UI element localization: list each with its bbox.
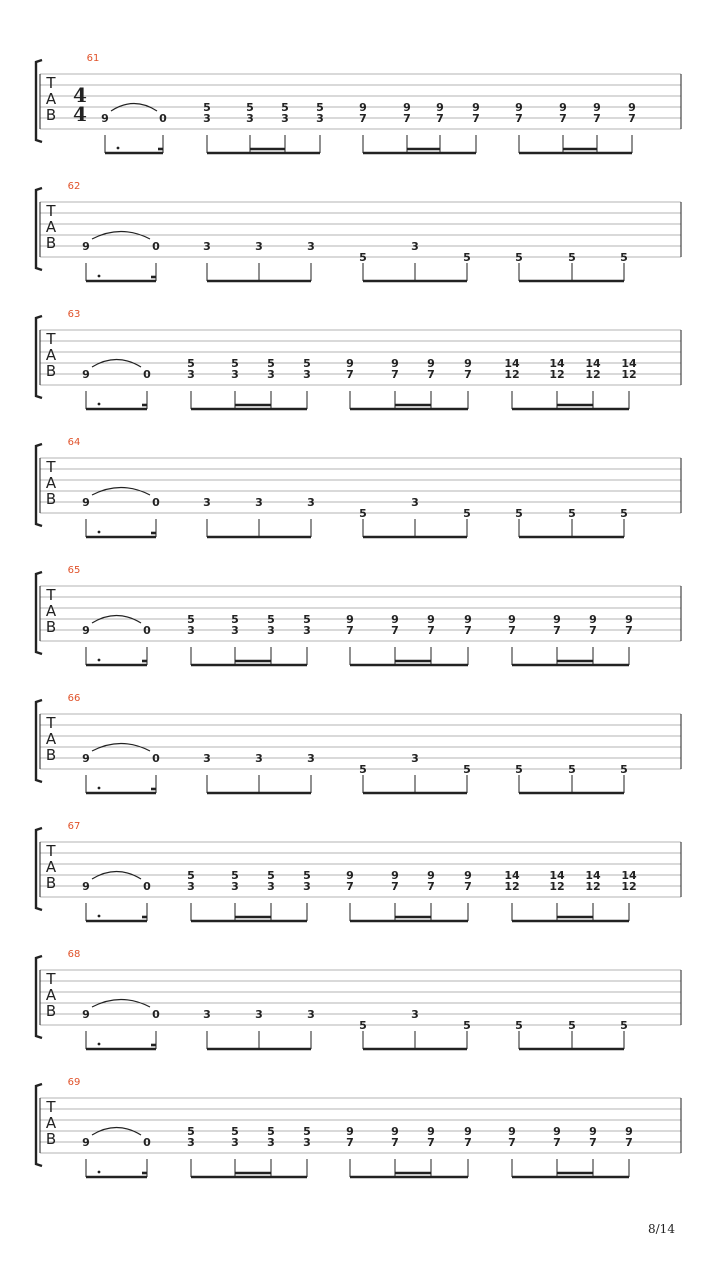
fret-number: 5 (267, 357, 275, 370)
tab-clef-letter-a: A (45, 602, 57, 620)
fret-number: 5 (515, 1019, 523, 1032)
measure-number: 64 (67, 437, 81, 448)
fret-number: 5 (463, 507, 471, 520)
fret-number: 0 (152, 752, 160, 765)
fret-number: 9 (508, 613, 516, 626)
measure-number: 62 (67, 181, 81, 192)
fret-number: 5 (187, 869, 195, 882)
fret-number: 12 (621, 368, 637, 381)
rhythm-dot (98, 403, 101, 406)
fret-number: 5 (463, 251, 471, 264)
fret-number: 12 (504, 880, 520, 893)
system-bracket (36, 828, 42, 910)
fret-number: 5 (303, 869, 311, 882)
fret-number: 5 (620, 507, 628, 520)
fret-number: 3 (187, 1136, 195, 1149)
system-bracket (36, 188, 42, 270)
fret-number: 7 (472, 112, 480, 125)
rhythm-dot (98, 1043, 101, 1046)
fret-number: 3 (307, 240, 315, 253)
rhythm-dot (98, 275, 101, 278)
fret-number: 5 (568, 763, 576, 776)
fret-number: 7 (464, 1136, 472, 1149)
fret-number: 3 (267, 368, 275, 381)
fret-number: 0 (143, 880, 151, 893)
system-bracket (36, 444, 42, 526)
fret-number: 5 (463, 763, 471, 776)
measure-number: 66 (67, 693, 81, 704)
fret-number: 5 (267, 869, 275, 882)
fret-number: 5 (568, 507, 576, 520)
tab-clef-letter-b: B (45, 234, 57, 252)
fret-number: 14 (549, 357, 565, 370)
fret-number: 5 (231, 357, 239, 370)
fret-number: 9 (593, 101, 601, 114)
fret-number: 9 (427, 869, 435, 882)
fret-number: 5 (359, 1019, 367, 1032)
time-signature-bottom: 4 (73, 102, 87, 126)
fret-number: 9 (508, 1125, 516, 1138)
fret-number: 9 (82, 624, 90, 637)
fret-number: 5 (281, 101, 289, 114)
fret-number: 9 (559, 101, 567, 114)
tab-system (36, 437, 681, 537)
fret-number: 9 (346, 613, 354, 626)
fret-number: 5 (303, 613, 311, 626)
fret-number: 0 (152, 496, 160, 509)
fret-number: 3 (203, 240, 211, 253)
measure-number: 61 (86, 53, 100, 64)
fret-number: 9 (625, 613, 633, 626)
fret-number: 9 (589, 613, 597, 626)
time-signature-top: 4 (73, 83, 87, 107)
fret-number: 0 (143, 1136, 151, 1149)
system-bracket (36, 700, 42, 782)
fret-number: 5 (187, 613, 195, 626)
fret-number: 9 (427, 1125, 435, 1138)
fret-number: 7 (593, 112, 601, 125)
fret-number: 9 (464, 613, 472, 626)
fret-number: 14 (549, 869, 565, 882)
tab-clef-letter-a: A (45, 730, 57, 748)
fret-number: 7 (427, 368, 435, 381)
fret-number: 12 (504, 368, 520, 381)
tab-system (36, 1077, 681, 1177)
fret-number: 5 (303, 1125, 311, 1138)
fret-number: 14 (504, 869, 520, 882)
fret-number: 9 (346, 1125, 354, 1138)
fret-number: 3 (411, 1008, 419, 1021)
fret-number: 5 (187, 1125, 195, 1138)
fret-number: 9 (82, 880, 90, 893)
fret-number: 7 (515, 112, 523, 125)
tab-system (36, 53, 681, 153)
fret-number: 9 (403, 101, 411, 114)
fret-number: 3 (187, 624, 195, 637)
tab-system (36, 565, 681, 665)
fret-number: 9 (391, 357, 399, 370)
fret-number: 3 (411, 496, 419, 509)
fret-number: 9 (472, 101, 480, 114)
tab-clef-letter-t: T (46, 1098, 56, 1116)
fret-number: 5 (515, 763, 523, 776)
fret-number: 7 (589, 624, 597, 637)
tab-clef-letter-a: A (45, 1114, 57, 1132)
fret-number: 3 (255, 1008, 263, 1021)
fret-number: 9 (628, 101, 636, 114)
fret-number: 12 (585, 368, 601, 381)
fret-number: 9 (589, 1125, 597, 1138)
fret-number: 3 (281, 112, 289, 125)
fret-number: 7 (464, 880, 472, 893)
fret-number: 5 (568, 1019, 576, 1032)
fret-number: 9 (346, 869, 354, 882)
fret-number: 5 (231, 613, 239, 626)
tab-clef-letter-a: A (45, 986, 57, 1004)
tab-clef-letter-b: B (45, 746, 57, 764)
fret-number: 9 (391, 1125, 399, 1138)
fret-number: 9 (82, 240, 90, 253)
tab-system (36, 181, 681, 281)
fret-number: 14 (585, 357, 601, 370)
fret-number: 9 (436, 101, 444, 114)
fret-number: 7 (391, 368, 399, 381)
fret-number: 14 (585, 869, 601, 882)
fret-number: 7 (391, 1136, 399, 1149)
fret-number: 5 (203, 101, 211, 114)
fret-number: 3 (231, 368, 239, 381)
fret-number: 7 (427, 880, 435, 893)
fret-number: 3 (267, 624, 275, 637)
tab-clef-letter-b: B (45, 874, 57, 892)
tab-clef-letter-t: T (46, 74, 56, 92)
measure-number: 65 (67, 565, 81, 576)
fret-number: 9 (515, 101, 523, 114)
rhythm-dot (98, 531, 101, 534)
fret-number: 3 (203, 752, 211, 765)
fret-number: 3 (316, 112, 324, 125)
tab-clef-letter-t: T (46, 458, 56, 476)
fret-number: 12 (549, 368, 565, 381)
tab-clef-letter-a: A (45, 90, 57, 108)
fret-number: 3 (411, 240, 419, 253)
fret-number: 3 (246, 112, 254, 125)
fret-number: 7 (625, 624, 633, 637)
fret-number: 9 (82, 496, 90, 509)
fret-number: 9 (82, 752, 90, 765)
fret-number: 7 (589, 1136, 597, 1149)
fret-number: 7 (625, 1136, 633, 1149)
fret-number: 5 (515, 507, 523, 520)
fret-number: 3 (303, 624, 311, 637)
fret-number: 5 (515, 251, 523, 264)
tab-clef-letter-b: B (45, 1130, 57, 1148)
fret-number: 7 (346, 880, 354, 893)
tab-clef-letter-a: A (45, 858, 57, 876)
page-number: 8/14 (648, 1222, 675, 1236)
fret-number: 7 (464, 624, 472, 637)
fret-number: 3 (231, 624, 239, 637)
fret-number: 5 (267, 1125, 275, 1138)
fret-number: 7 (391, 880, 399, 893)
tab-clef-letter-t: T (46, 586, 56, 604)
fret-number: 7 (427, 1136, 435, 1149)
fret-number: 7 (436, 112, 444, 125)
tab-clef-letter-t: T (46, 202, 56, 220)
fret-number: 14 (621, 357, 637, 370)
fret-number: 5 (231, 869, 239, 882)
tab-clef-letter-a: A (45, 218, 57, 236)
tab-clef-letter-t: T (46, 330, 56, 348)
fret-number: 9 (427, 613, 435, 626)
measure-number: 68 (67, 949, 81, 960)
fret-number: 5 (359, 251, 367, 264)
fret-number: 5 (463, 1019, 471, 1032)
fret-number: 3 (303, 368, 311, 381)
fret-number: 5 (267, 613, 275, 626)
fret-number: 5 (568, 251, 576, 264)
rhythm-dot (117, 147, 120, 150)
fret-number: 3 (187, 368, 195, 381)
tab-system (36, 693, 681, 793)
fret-number: 3 (307, 752, 315, 765)
system-bracket (36, 1084, 42, 1166)
fret-number: 5 (620, 251, 628, 264)
fret-number: 3 (203, 496, 211, 509)
tab-clef-letter-t: T (46, 970, 56, 988)
fret-number: 0 (152, 240, 160, 253)
rhythm-dot (98, 1171, 101, 1174)
fret-number: 9 (464, 357, 472, 370)
fret-number: 5 (620, 763, 628, 776)
fret-number: 12 (585, 880, 601, 893)
fret-number: 9 (427, 357, 435, 370)
fret-number: 3 (231, 880, 239, 893)
fret-number: 7 (346, 624, 354, 637)
system-bracket (36, 572, 42, 654)
fret-number: 5 (359, 763, 367, 776)
fret-number: 14 (621, 869, 637, 882)
fret-number: 3 (411, 752, 419, 765)
fret-number: 0 (159, 112, 167, 125)
fret-number: 9 (82, 1008, 90, 1021)
fret-number: 0 (143, 624, 151, 637)
fret-number: 9 (625, 1125, 633, 1138)
system-bracket (36, 60, 42, 142)
fret-number: 12 (549, 880, 565, 893)
system-bracket (36, 956, 42, 1038)
fret-number: 7 (346, 1136, 354, 1149)
fret-number: 9 (346, 357, 354, 370)
fret-number: 3 (255, 496, 263, 509)
fret-number: 3 (203, 112, 211, 125)
fret-number: 5 (359, 507, 367, 520)
fret-number: 7 (508, 624, 516, 637)
tab-clef-letter-b: B (45, 106, 57, 124)
tab-clef-letter-b: B (45, 362, 57, 380)
fret-number: 3 (267, 1136, 275, 1149)
fret-number: 3 (307, 1008, 315, 1021)
measure-number: 69 (67, 1077, 81, 1088)
tab-clef-letter-a: A (45, 346, 57, 364)
fret-number: 9 (82, 368, 90, 381)
fret-number: 9 (101, 112, 109, 125)
fret-number: 9 (464, 869, 472, 882)
tab-system (36, 309, 681, 409)
measure-number: 67 (67, 821, 81, 832)
fret-number: 7 (628, 112, 636, 125)
system-bracket (36, 316, 42, 398)
fret-number: 7 (464, 368, 472, 381)
fret-number: 12 (621, 880, 637, 893)
fret-number: 3 (307, 496, 315, 509)
tab-system (36, 821, 681, 921)
fret-number: 5 (620, 1019, 628, 1032)
fret-number: 3 (303, 880, 311, 893)
fret-number: 9 (82, 1136, 90, 1149)
fret-number: 3 (231, 1136, 239, 1149)
tab-clef-letter-b: B (45, 1002, 57, 1020)
fret-number: 5 (187, 357, 195, 370)
fret-number: 3 (255, 752, 263, 765)
fret-number: 9 (553, 613, 561, 626)
tab-clef-letter-b: B (45, 618, 57, 636)
fret-number: 3 (255, 240, 263, 253)
rhythm-dot (98, 915, 101, 918)
fret-number: 0 (143, 368, 151, 381)
fret-number: 7 (359, 112, 367, 125)
fret-number: 5 (246, 101, 254, 114)
fret-number: 14 (504, 357, 520, 370)
measure-number: 63 (67, 309, 81, 320)
fret-number: 3 (187, 880, 195, 893)
fret-number: 7 (553, 624, 561, 637)
fret-number: 9 (553, 1125, 561, 1138)
fret-number: 5 (303, 357, 311, 370)
fret-number: 7 (391, 624, 399, 637)
fret-number: 7 (346, 368, 354, 381)
fret-number: 3 (267, 880, 275, 893)
fret-number: 7 (559, 112, 567, 125)
rhythm-dot (98, 787, 101, 790)
fret-number: 5 (316, 101, 324, 114)
fret-number: 9 (359, 101, 367, 114)
fret-number: 9 (391, 613, 399, 626)
fret-number: 7 (427, 624, 435, 637)
tab-clef-letter-a: A (45, 474, 57, 492)
fret-number: 5 (231, 1125, 239, 1138)
fret-number: 3 (303, 1136, 311, 1149)
fret-number: 3 (203, 1008, 211, 1021)
tab-clef-letter-t: T (46, 842, 56, 860)
fret-number: 9 (464, 1125, 472, 1138)
fret-number: 9 (391, 869, 399, 882)
tab-system (36, 949, 681, 1049)
fret-number: 7 (553, 1136, 561, 1149)
fret-number: 7 (508, 1136, 516, 1149)
tab-clef-letter-b: B (45, 490, 57, 508)
fret-number: 0 (152, 1008, 160, 1021)
rhythm-dot (98, 659, 101, 662)
tab-clef-letter-t: T (46, 714, 56, 732)
fret-number: 7 (403, 112, 411, 125)
